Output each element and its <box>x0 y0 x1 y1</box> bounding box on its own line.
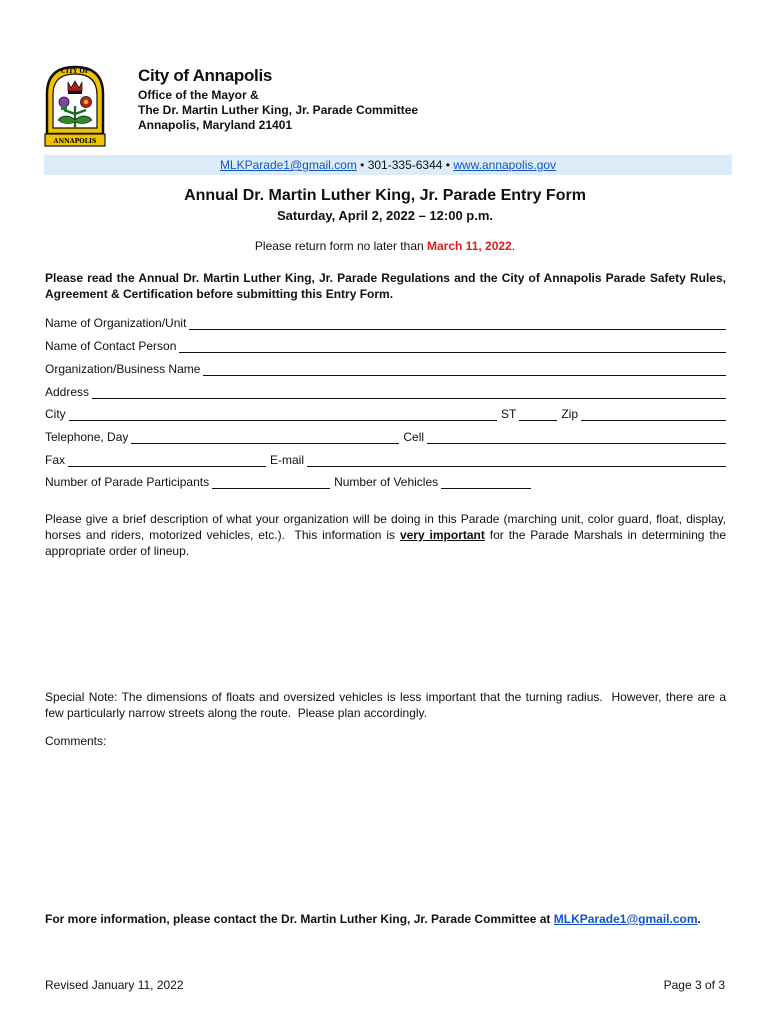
city-label: City <box>45 407 66 421</box>
zip-input[interactable] <box>581 408 726 421</box>
page-number: Page 3 of 3 <box>663 978 725 992</box>
description-paragraph <box>45 511 730 559</box>
header-office: Office of the Mayor & <box>138 88 259 102</box>
description-text-start: Please give a brief description of what your organization will be doing in this Parade (marching unit, color guard, float, display, horses and riders, motorized vehicles, etc.). This information is <box>45 512 730 542</box>
form-title: Annual Dr. Martin Luther King, Jr. Parade Entry Form <box>184 187 586 204</box>
telephone-label: Telephone, Day <box>45 430 129 444</box>
header-committee: The Dr. Martin Luther King, Jr. Parade Committee <box>138 103 419 117</box>
contact-bar <box>44 155 732 175</box>
instructions-paragraph: Please read the Annual Dr. Martin Luther King, Jr. Parade Regulations and the City of Annapolis Parade Safety Rules, Agreement & Certification before submitting this Entry Form. <box>45 271 726 301</box>
contact-phone: • 301-335-6344 • <box>356 158 454 172</box>
email-label: E-mail <box>270 453 305 467</box>
field-row-address <box>45 383 726 399</box>
contact-email-link[interactable]: MLKParade1@gmail.com <box>219 158 357 172</box>
vehicles-input[interactable] <box>441 476 531 489</box>
more-info-end: . <box>697 912 701 926</box>
description-text-end: for the Parade Marshals in determining the appropriate order of lineup. <box>45 528 730 558</box>
org-unit-input[interactable] <box>189 317 726 330</box>
revised-date: Revised January 11, 2022 <box>45 978 184 992</box>
return-prefix: Please return form no later than <box>254 239 427 253</box>
vehicles-label: Number of Vehicles <box>334 475 439 489</box>
state-label: ST <box>500 407 517 421</box>
special-note: Special Note: The dimensions of floats and oversized vehicles is less important that the turning radius. However, there are a few particularly narrow streets along the route. Please plan accordingly. <box>45 690 730 720</box>
cell-input[interactable] <box>427 431 726 444</box>
zip-label: Zip <box>561 407 578 421</box>
header-address: Annapolis, Maryland 21401 <box>138 118 293 132</box>
comments-answer-area[interactable] <box>45 752 726 902</box>
description-emphasis: very important <box>399 528 485 542</box>
fax-input[interactable] <box>68 454 266 467</box>
participants-label: Number of Parade Participants <box>45 475 210 489</box>
field-row-phone <box>45 428 726 444</box>
address-label: Address <box>45 385 90 399</box>
field-row-business <box>45 360 726 376</box>
city-input[interactable] <box>69 408 497 421</box>
header-title: City of Annapolis <box>138 66 273 85</box>
return-suffix: . <box>511 239 516 253</box>
more-info-text: For more information, please contact the Dr. Martin Luther King, Jr. Parade Committee at <box>45 912 554 926</box>
field-row-counts <box>45 473 726 489</box>
city-seal-logo <box>44 64 106 148</box>
comments-label: Comments: <box>45 734 107 748</box>
form-subtitle: Saturday, April 2, 2022 – 12:00 p.m. <box>276 208 494 223</box>
business-name-label: Organization/Business Name <box>45 362 201 376</box>
field-row-fax <box>45 451 726 467</box>
cell-label: Cell <box>403 430 425 444</box>
org-unit-label: Name of Organization/Unit <box>45 316 187 330</box>
address-input[interactable] <box>92 386 726 399</box>
telephone-input[interactable] <box>131 431 399 444</box>
return-deadline-line <box>0 239 770 253</box>
email-input[interactable] <box>307 454 726 467</box>
state-input[interactable] <box>519 408 557 421</box>
participants-input[interactable] <box>212 476 330 489</box>
field-row-org <box>45 314 726 330</box>
description-answer-area[interactable] <box>45 560 726 680</box>
fax-label: Fax <box>45 453 66 467</box>
seal-bottom-text: ANNAPOLIS <box>53 138 97 145</box>
more-info-email-link[interactable]: MLKParade1@gmail.com <box>553 912 698 926</box>
field-row-city <box>45 405 726 421</box>
field-row-contact <box>45 337 726 353</box>
contact-person-label: Name of Contact Person <box>45 339 177 353</box>
more-info-line <box>45 912 701 926</box>
seal-top-text: CITY OF <box>61 68 89 75</box>
return-date: March 11, 2022 <box>427 239 512 253</box>
contact-person-input[interactable] <box>179 340 726 353</box>
business-name-input[interactable] <box>203 363 726 376</box>
website-link[interactable]: www.annapolis.gov <box>453 158 557 172</box>
